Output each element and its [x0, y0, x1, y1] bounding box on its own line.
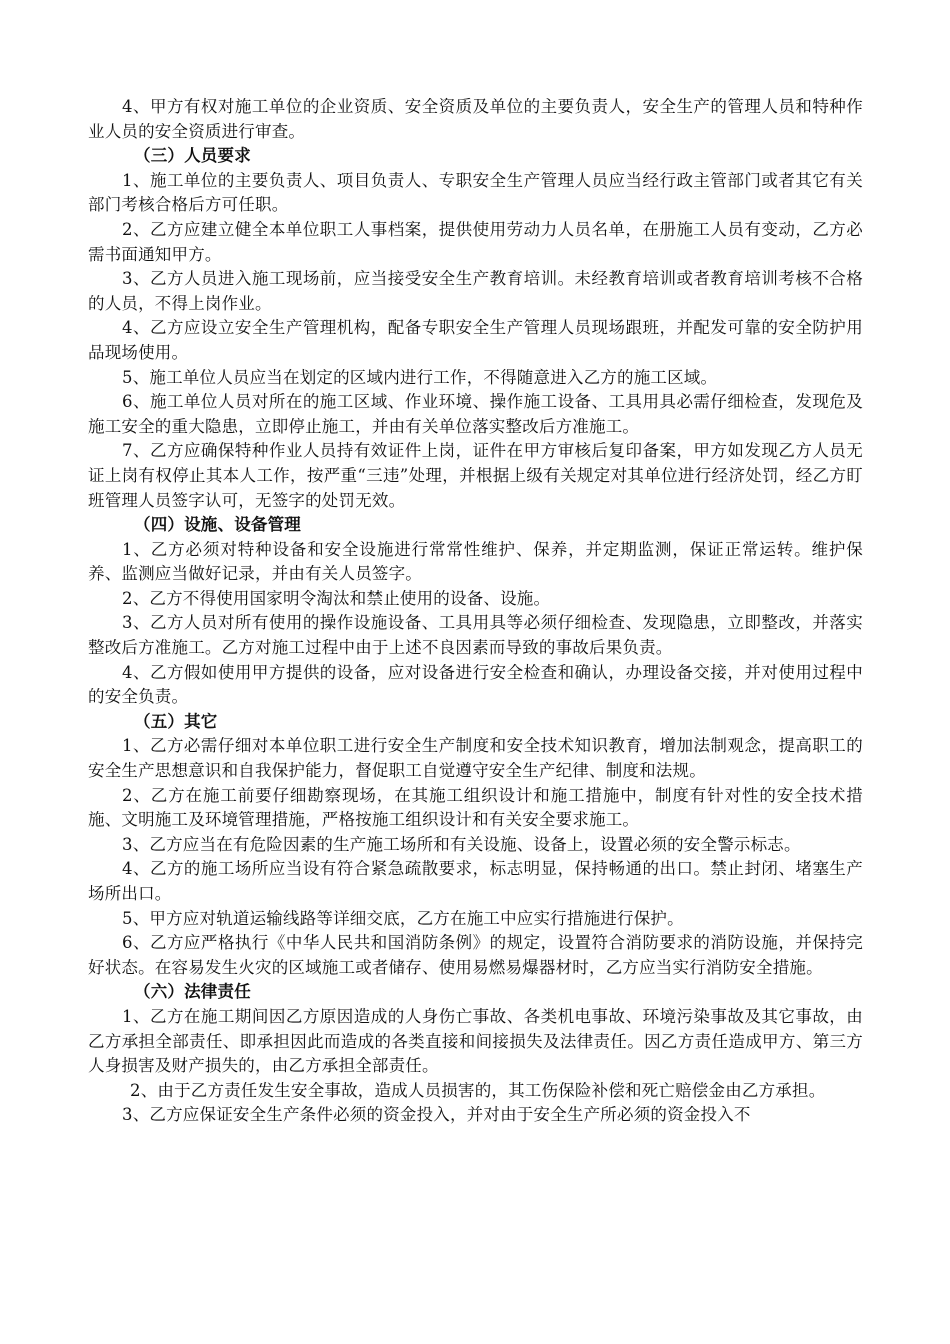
paragraph: 5、施工单位人员应当在划定的区域内进行工作，不得随意进入乙方的施工区域。: [122, 367, 718, 387]
paragraph: 1、乙方必须对特种设备和安全设施进行常常性维护、保养，并定期监测，保证正常运转。维护保养、监测应当做好记录，并由有关人员签字。: [88, 539, 863, 584]
document-page: [88, 95, 863, 1128]
paragraph: 1、乙方必需仔细对本单位职工进行安全生产制度和安全技术知识教育，增加法制观念，提高职工的安全生产思想意识和自我保护能力，督促职工自觉遵守安全生产纪律、制度和法规。: [88, 736, 863, 781]
paragraph: 3、乙方应当在有危险因素的生产施工场所和有关设施、设备上，设置必须的安全警示标志。: [122, 834, 801, 854]
paragraph: 7、乙方应确保特种作业人员持有效证件上岗，证件在甲方审核后复印备案，甲方如发现乙方人员无证上岗有权停止其本人工作，按严重“三违”处理，并根据上级有关规定对其单位进行经济处罚，经乙方盯班管理人员签字认可，无签字的处罚无效。: [88, 441, 863, 510]
paragraph: 2、乙方应建立健全本单位职工人事档案，提供使用劳动力人员名单，在册施工人员有变动，乙方必需书面通知甲方。: [88, 219, 863, 264]
paragraph: 1、乙方在施工期间因乙方原因造成的人身伤亡事故、各类机电事故、环境污染事故及其它事故，由乙方承担全部责任、即承担因此而造成的各类直接和间接损失及法律责任。因乙方责任造成甲方、第三方人身损害及财产损失的，由乙方承担全部责任。: [88, 1006, 863, 1076]
paragraph: 3、乙方应保证安全生产条件必须的资金投入，并对由于安全生产所必须的资金投入不: [122, 1105, 751, 1125]
section-heading: （四）设施、设备管理: [134, 515, 301, 535]
paragraph: 4、乙方的施工场所应当设有符合紧急疏散要求，标志明显，保持畅通的出口。禁止封闭、堵塞生产场所出口。: [88, 859, 863, 903]
paragraph: 4、乙方假如使用甲方提供的设备，应对设备进行安全检查和确认，办理设备交接，并对使用过程中的安全负责。: [88, 662, 863, 707]
paragraph: 1、施工单位的主要负责人、项目负责人、专职安全生产管理人员应当经行政主管部门或者其它有关部门考核合格后方可任职。: [88, 170, 863, 215]
paragraph: 3、乙方人员对所有使用的操作设施设备、工具用具等必须仔细检查、发现隐患，立即整改，并落实整改后方准施工。乙方对施工过程中由于上述不良因素而导致的事故后果负责。: [88, 613, 863, 658]
section-heading: （六）法律责任: [134, 982, 251, 1002]
paragraph: 4、乙方应设立安全生产管理机构，配备专职安全生产管理人员现场跟班，并配发可靠的安全防护用品现场使用。: [88, 318, 863, 362]
paragraph: 2、由于乙方责任发生安全事故，造成人员损害的，其工伤保险补偿和死亡赔偿金由乙方承担。: [130, 1080, 826, 1100]
section-heading: （五）其它: [134, 711, 218, 731]
paragraph: 5、甲方应对轨道运输线路等详细交底，乙方在施工中应实行措施进行保护。: [122, 908, 684, 928]
paragraph: 4、甲方有权对施工单位的企业资质、安全资质及单位的主要负责人，安全生产的管理人员和特种作业人员的安全资质进行审查。: [88, 97, 863, 141]
paragraph: 3、乙方人员进入施工现场前，应当接受安全生产教育培训。未经教育培训或者教育培训考核不合格的人员，不得上岗作业。: [88, 269, 863, 313]
paragraph: 2、乙方在施工前要仔细勘察现场，在其施工组织设计和施工措施中，制度有针对性的安全技术措施、文明施工及环境管理措施，严格按施工组织设计和有关安全要求施工。: [88, 785, 863, 830]
paragraph: 6、乙方应严格执行《中华人民共和国消防条例》的规定，设置符合消防要求的消防设施，并保持完好状态。在容易发生火灾的区域施工或者储存、使用易燃易爆器材时，乙方应当实行消防安全措施。: [88, 933, 863, 977]
paragraph: 2、乙方不得使用国家明令淘汰和禁止使用的设备、设施。: [122, 588, 551, 608]
paragraph: 6、施工单位人员对所在的施工区域、作业环境、操作施工设备、工具用具必需仔细检查，发现危及施工安全的重大隐患，立即停止施工，并由有关单位落实整改后方准施工。: [88, 392, 863, 436]
section-heading: （三）人员要求: [134, 146, 251, 166]
